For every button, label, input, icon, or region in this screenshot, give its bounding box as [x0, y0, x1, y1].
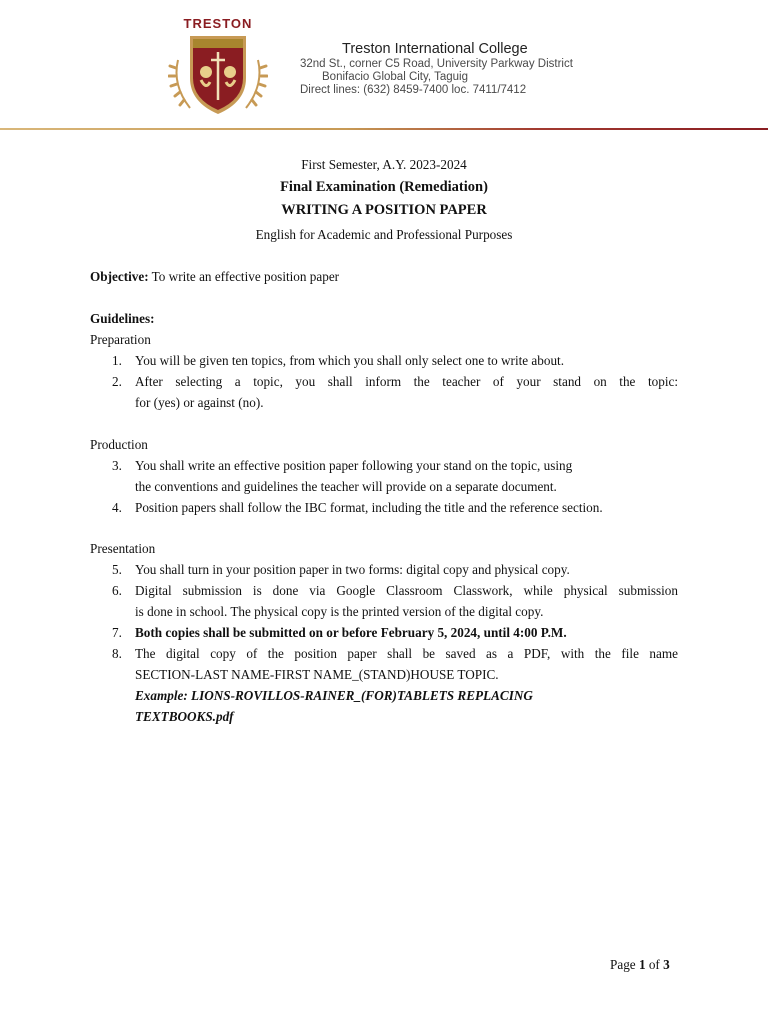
page-current: 1 — [638, 957, 646, 972]
header-divider — [0, 128, 768, 130]
item-number: 3. — [112, 458, 122, 473]
section-preparation: Preparation — [90, 332, 151, 347]
item-number: 1. — [112, 353, 122, 368]
letterhead — [0, 0, 768, 130]
item-number: 4. — [112, 500, 122, 515]
item-line: Digital submission is done via Google Classroom Classwork, while physical submission — [135, 583, 678, 598]
item-number: 7. — [112, 625, 122, 640]
college-logo — [168, 16, 268, 118]
paper-title: WRITING A POSITION PAPER — [281, 202, 487, 218]
item-number: 5. — [112, 562, 122, 577]
objective — [90, 269, 678, 285]
section-production: Production — [90, 437, 148, 452]
item-number: 2. — [112, 374, 122, 389]
exam-title: Final Examination (Remediation) — [280, 179, 488, 195]
item-line: You shall write an effective position paper following your stand on the topic, using — [135, 458, 573, 473]
list-item — [90, 350, 678, 371]
page-number — [610, 957, 670, 973]
page-label: Page — [610, 957, 636, 972]
list-item — [90, 371, 678, 413]
item-example: Example: LIONS-ROVILLOS-RAINER_(FOR)TABLETS REPLACING — [135, 688, 533, 703]
page-of: of — [648, 957, 660, 972]
college-info — [300, 40, 630, 97]
list-item — [90, 643, 678, 727]
section-presentation: Presentation — [90, 541, 156, 556]
item-line: for (yes) or against (no). — [135, 395, 264, 410]
crest-icon — [168, 30, 268, 120]
item-line: SECTION-LAST NAME-FIRST NAME_(STAND)HOUSE TOPIC. — [135, 667, 499, 682]
semester-line: First Semester, A.Y. 2023-2024 — [301, 157, 467, 172]
list-item — [90, 622, 678, 643]
item-line: You shall turn in your position paper in two forms: digital copy and physical copy. — [135, 562, 570, 577]
item-line: After selecting a topic, you shall inform the teacher of your stand on the topic: — [135, 374, 678, 389]
item-line: The digital copy of the position paper shall be saved as a PDF, with the file name — [135, 646, 678, 661]
college-name: Treston International College — [342, 41, 528, 57]
item-line: Position papers shall follow the IBC format, including the title and the reference section. — [135, 500, 603, 515]
item-number: 6. — [112, 583, 122, 598]
list-item — [90, 455, 678, 497]
guidelines-heading: Guidelines: — [90, 311, 155, 326]
list-item — [90, 497, 678, 518]
item-line: is done in school. The physical copy is the printed version of the digital copy. — [135, 604, 544, 619]
address-line-1: 32nd St., corner C5 Road, University Parkway District — [300, 58, 573, 70]
item-number: 8. — [112, 646, 122, 661]
page-total: 3 — [663, 957, 670, 972]
objective-text: To write an effective position paper — [151, 269, 340, 284]
objective-label: Objective: — [90, 269, 149, 284]
direct-lines: Direct lines: (632) 8459-7400 loc. 7411/7412 — [300, 84, 527, 96]
item-line: the conventions and guidelines the teacher will provide on a separate document. — [135, 479, 557, 494]
item-line: You will be given ten topics, from which you shall only select one to write about. — [135, 353, 565, 368]
list-item — [90, 559, 678, 580]
list-item — [90, 580, 678, 622]
logo-wordmark: TRESTON — [183, 16, 253, 31]
subject-line: English for Academic and Professional Purposes — [255, 227, 513, 242]
address-line-2: Bonifacio Global City, Taguig — [322, 71, 468, 83]
item-example: TEXTBOOKS.pdf — [135, 709, 234, 724]
item-line-deadline: Both copies shall be submitted on or before February 5, 2024, until 4:00 P.M. — [135, 625, 567, 640]
